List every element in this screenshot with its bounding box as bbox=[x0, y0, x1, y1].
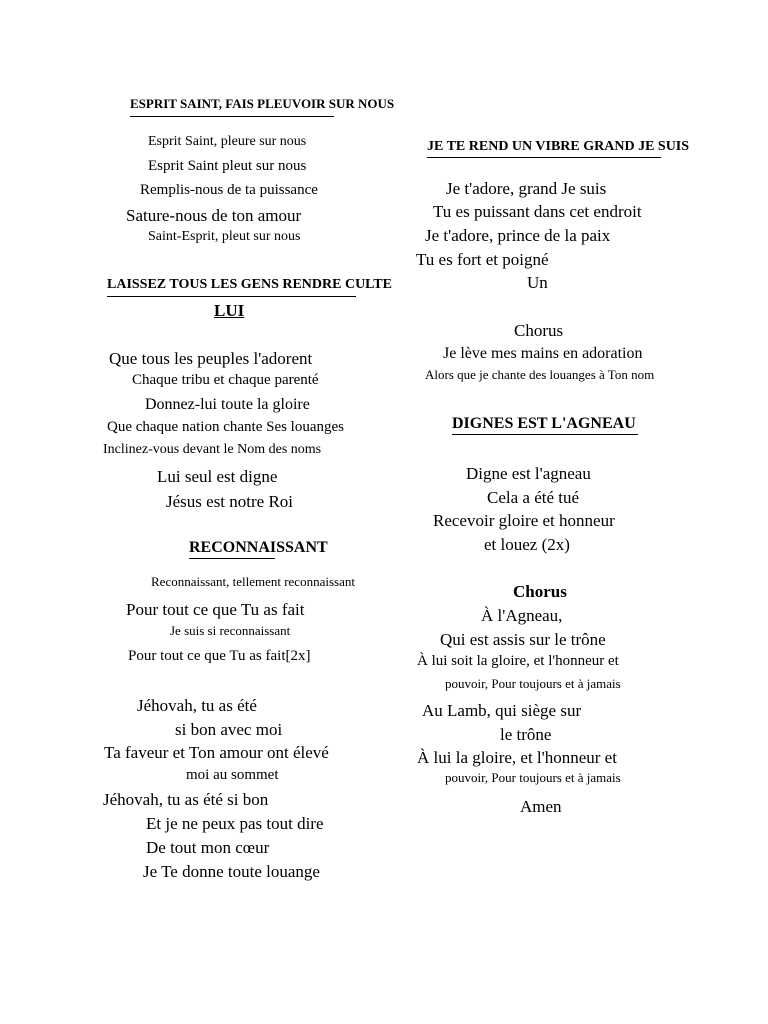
song1-line: Saint-Esprit, pleut sur nous bbox=[148, 229, 301, 244]
song3-line: De tout mon cœur bbox=[146, 838, 270, 857]
song1-line: Remplis-nous de ta puissance bbox=[140, 182, 318, 198]
song2-line: Chaque tribu et chaque parenté bbox=[132, 372, 319, 388]
song2-title: LAISSEZ TOUS LES GENS RENDRE CULTE bbox=[107, 277, 392, 292]
song5-line: Recevoir gloire et honneur bbox=[433, 511, 615, 530]
song3-line: Je Te donne toute louange bbox=[143, 862, 320, 881]
song1-title-underline bbox=[130, 116, 334, 117]
song4-line: Un bbox=[527, 273, 548, 292]
song3-line: Pour tout ce que Tu as fait bbox=[126, 600, 305, 619]
song4-line: Alors que je chante des louanges à Ton nom bbox=[425, 367, 655, 382]
song4-title: JE TE REND UN VIBRE GRAND JE SUIS bbox=[427, 139, 690, 154]
song5-line: Qui est assis sur le trône bbox=[440, 630, 606, 649]
song5-line: le trône bbox=[500, 725, 552, 744]
song2-line: Que chaque nation chante Ses louanges bbox=[107, 419, 345, 435]
song3-line: si bon avec moi bbox=[175, 720, 283, 739]
song2-line: Lui seul est digne bbox=[157, 467, 278, 486]
song3-line: moi au sommet bbox=[186, 767, 279, 783]
song2-line: Donnez-lui toute la gloire bbox=[145, 396, 310, 413]
song5-line: pouvoir, Pour toujours et à jamais bbox=[445, 676, 621, 691]
song5-title-underline bbox=[452, 434, 638, 435]
song5-title: DIGNES EST L'AGNEAU bbox=[452, 415, 636, 432]
song3-line: Je suis si reconnaissant bbox=[170, 623, 291, 638]
song5-line: Amen bbox=[520, 797, 562, 816]
song5-line: Au Lamb, qui siège sur bbox=[422, 701, 582, 720]
song4-title-underline bbox=[427, 157, 661, 158]
song4-line: Je t'adore, prince de la paix bbox=[425, 226, 611, 245]
song3-line: Jéhovah, tu as été bbox=[137, 696, 257, 715]
song5-line: et louez (2x) bbox=[484, 535, 570, 554]
song3-title: RECONNAISSANT bbox=[189, 539, 328, 556]
song1-line: Sature-nous de ton amour bbox=[126, 206, 302, 225]
song5-line: À l'Agneau, bbox=[481, 606, 563, 625]
song5-line: pouvoir, Pour toujours et à jamais bbox=[445, 770, 621, 785]
song2-line: Jésus est notre Roi bbox=[166, 492, 294, 511]
song3-line: Pour tout ce que Tu as fait[2x] bbox=[128, 648, 311, 664]
song3-title-underline bbox=[189, 558, 275, 559]
song4-chorus-label: Chorus bbox=[514, 321, 564, 340]
song5-line: À lui soit la gloire, et l'honneur et bbox=[417, 653, 619, 669]
song2-line: Inclinez-vous devant le Nom des noms bbox=[103, 442, 322, 457]
song4-line: Je t'adore, grand Je suis bbox=[446, 179, 607, 198]
song3-line: Reconnaissant, tellement reconnaissant bbox=[151, 574, 355, 589]
song1-line: Esprit Saint pleut sur nous bbox=[148, 158, 307, 174]
song4-line: Je lève mes mains en adoration bbox=[443, 345, 643, 362]
song2-title-underline bbox=[107, 296, 356, 297]
song5-line: Cela a été tué bbox=[487, 488, 580, 507]
song3-line: Et je ne peux pas tout dire bbox=[146, 814, 324, 833]
song5-line: Digne est l'agneau bbox=[466, 464, 591, 483]
song3-line: Ta faveur et Ton amour ont élevé bbox=[104, 743, 329, 762]
song5-line: À lui la gloire, et l'honneur et bbox=[417, 748, 617, 767]
song2-title-continued: LUI bbox=[214, 301, 245, 320]
song2-line: Que tous les peuples l'adorent bbox=[109, 349, 313, 368]
song4-line: Tu es puissant dans cet endroit bbox=[433, 202, 642, 221]
song3-line: Jéhovah, tu as été si bon bbox=[103, 790, 269, 809]
song4-line: Tu es fort et poigné bbox=[416, 250, 549, 269]
song5-chorus-label: Chorus bbox=[513, 582, 567, 601]
song1-line: Esprit Saint, pleure sur nous bbox=[148, 134, 307, 149]
song1-title: ESPRIT SAINT, FAIS PLEUVOIR SUR NOUS bbox=[130, 96, 395, 111]
